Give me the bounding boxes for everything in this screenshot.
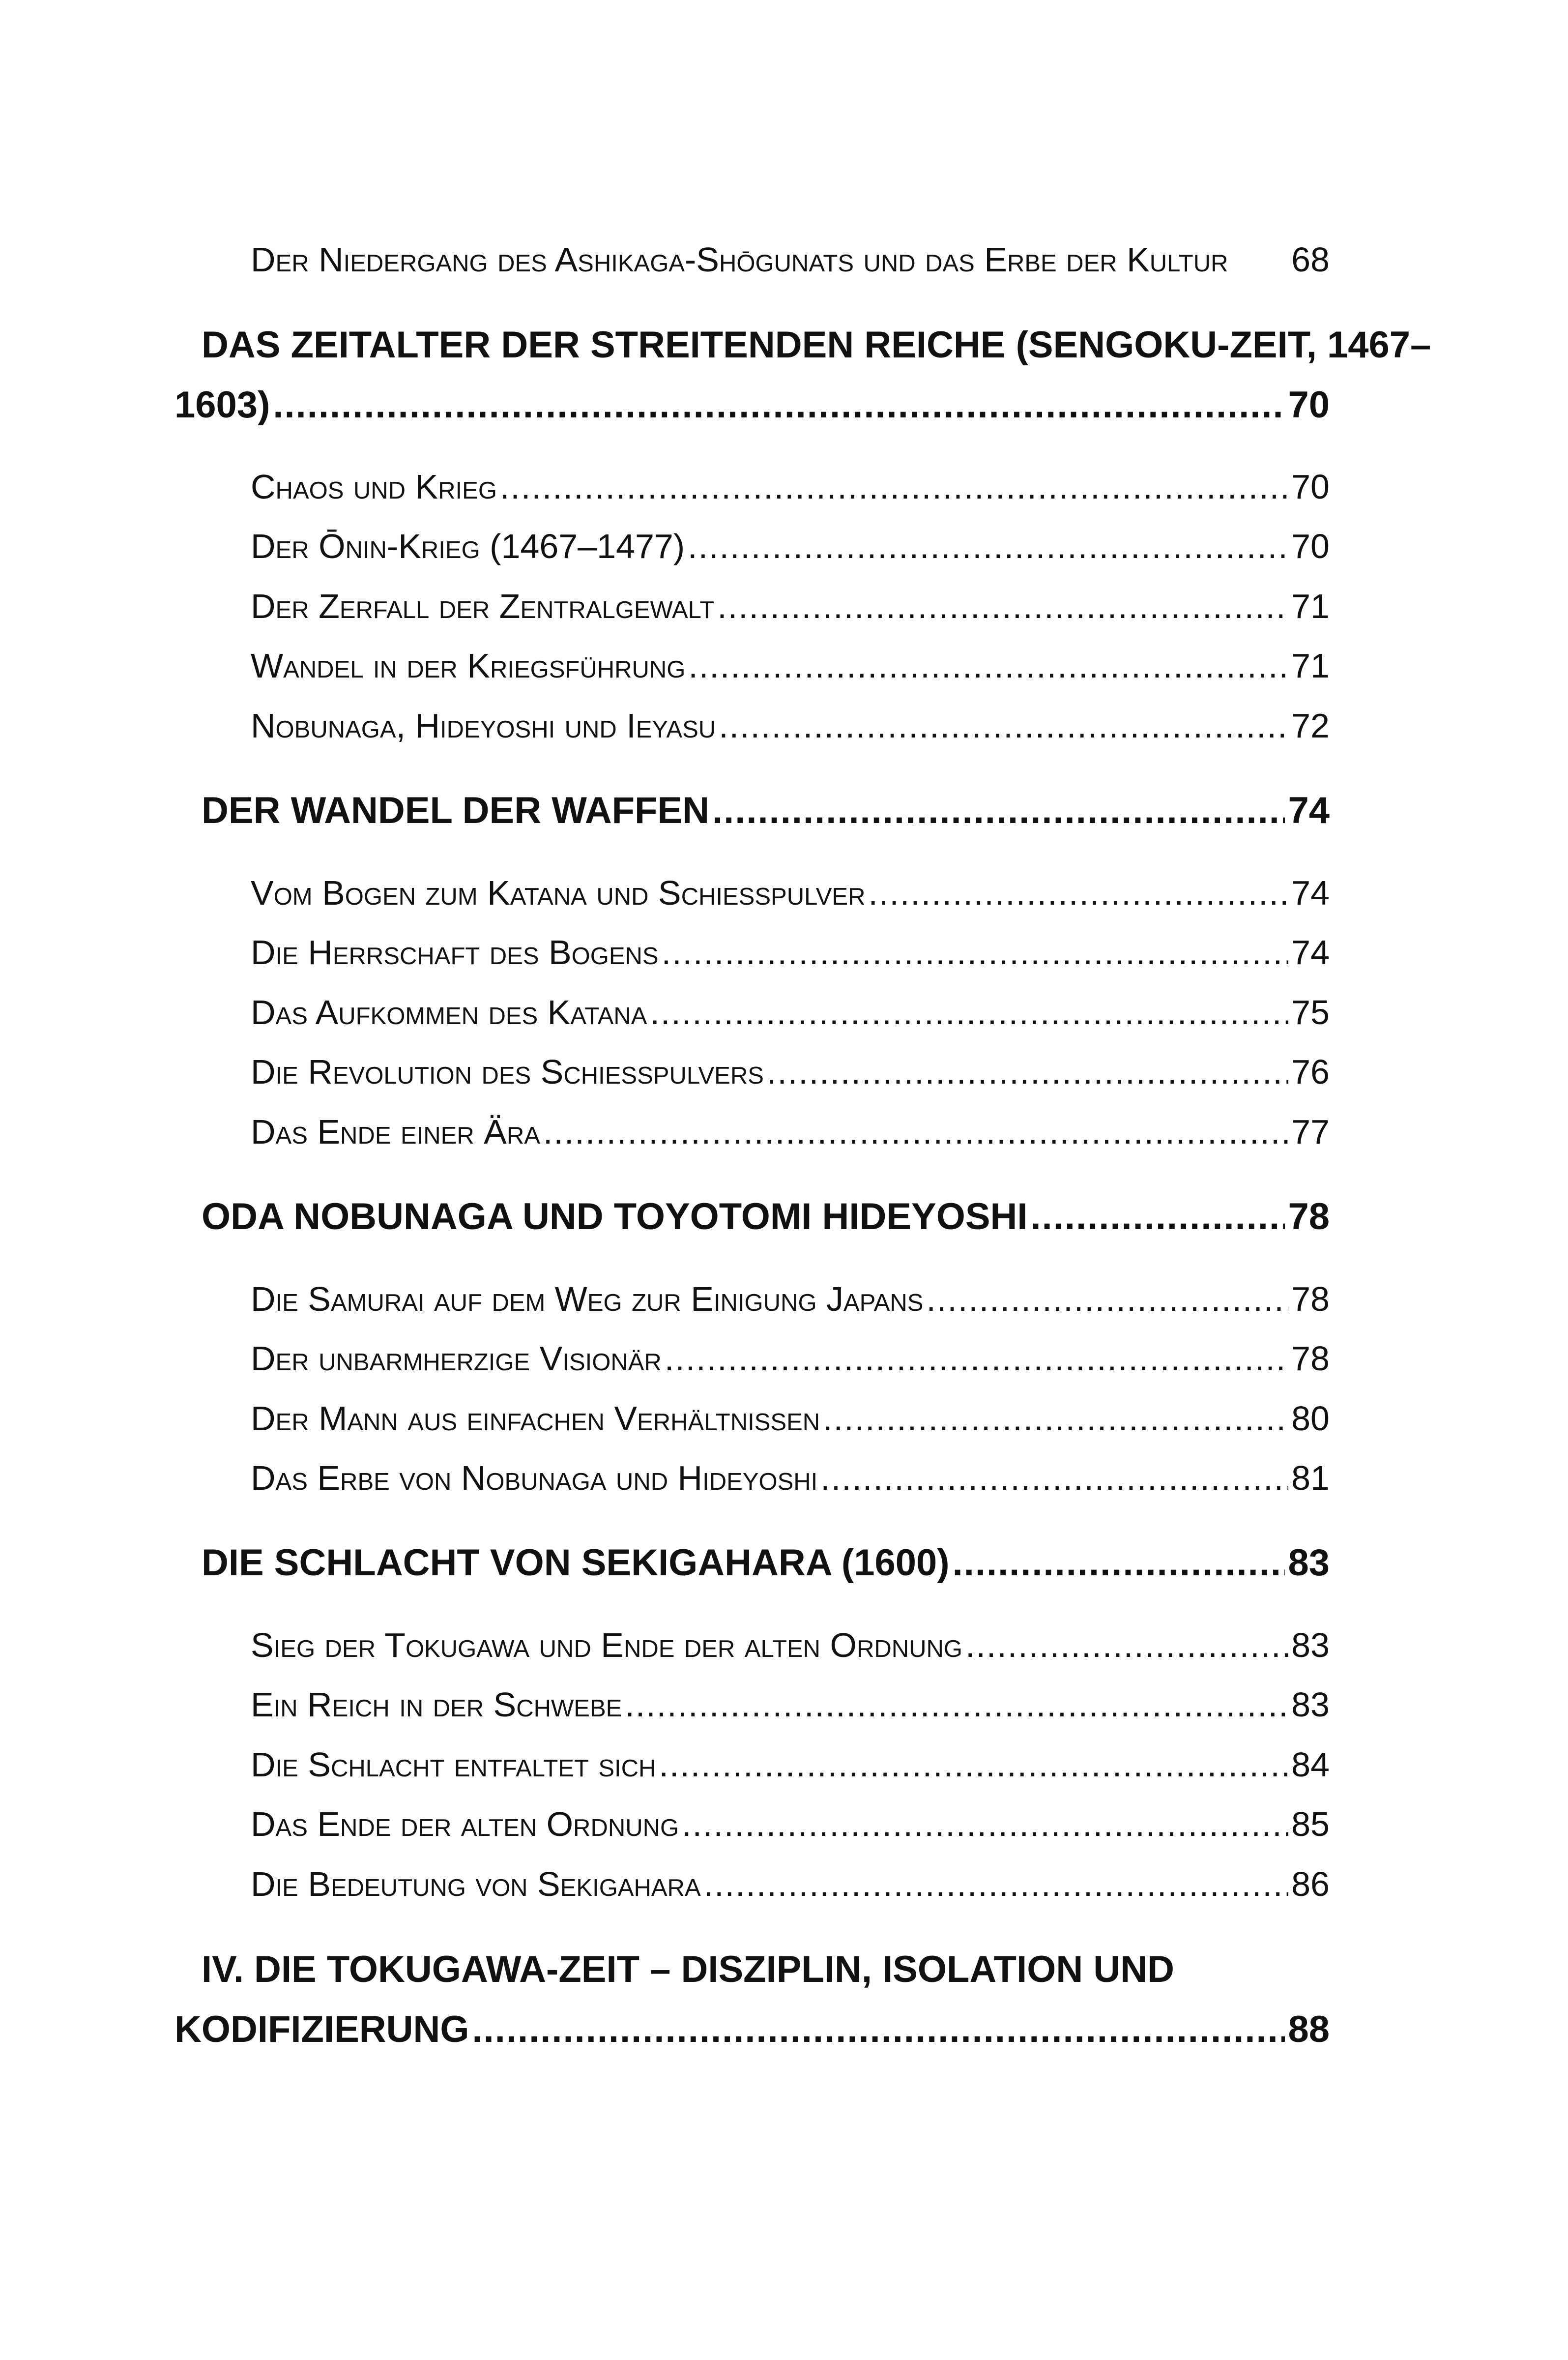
- toc-section-page: 83: [1288, 1542, 1330, 1584]
- toc-entry-title: Der Ōnin-Krieg (1467–1477): [251, 527, 685, 565]
- leader-dots: [500, 467, 1288, 506]
- toc-entry-page: 78: [1291, 1280, 1330, 1318]
- toc-section-page: 74: [1288, 790, 1330, 831]
- toc-entry-title: Die Revolution des Schießpulvers: [251, 1053, 764, 1091]
- toc-entry-page: 83: [1291, 1626, 1330, 1664]
- toc-entry-page: 84: [1291, 1745, 1330, 1784]
- leader-dots: [472, 2008, 1285, 2051]
- toc-section-heading[interactable]: [202, 1195, 1330, 1238]
- toc-entry-title: Vom Bogen zum Katana und Schießpulver: [251, 874, 866, 912]
- toc-entry-page: 72: [1291, 707, 1330, 745]
- toc-entry-title: Das Aufkommen des Katana: [251, 993, 647, 1032]
- toc-part-title-cont: KODIFIZIERUNG: [174, 2008, 469, 2050]
- leader-dots: [688, 527, 1288, 566]
- toc-entry-title: Wandel in der Kriegsführung: [251, 647, 686, 685]
- toc-entry-page: 75: [1291, 993, 1330, 1032]
- toc-entry-title: Der Niedergang des Ashikaga-Shōgunats und das Erbe der Kultur: [251, 240, 1228, 279]
- toc-entry-title: Die Samurai auf dem Weg zur Einigung Japans: [251, 1280, 924, 1318]
- toc-section-heading[interactable]: [202, 1541, 1330, 1584]
- toc-entry[interactable]: [251, 1112, 1330, 1151]
- toc-part-title: IV. DIE TOKUGAWA-ZEIT – DISZIPLIN, ISOLATION UND: [202, 1948, 1174, 1990]
- toc-entry-page: 77: [1291, 1113, 1330, 1151]
- leader-dots: [704, 1864, 1289, 1904]
- leader-dots: [820, 1458, 1288, 1498]
- toc-section-title-cont: 1603): [174, 384, 270, 426]
- toc-entry-title: Das Ende einer Ära: [251, 1113, 540, 1151]
- leader-dots: [719, 706, 1288, 745]
- toc-entry[interactable]: [251, 873, 1330, 913]
- leader-dots: [868, 873, 1288, 913]
- leader-dots: [273, 384, 1285, 426]
- leader-dots: [965, 1625, 1288, 1665]
- toc-entry[interactable]: [251, 1339, 1330, 1378]
- toc-entry[interactable]: [251, 1864, 1330, 1904]
- toc-entry-title: Der Mann aus einfachen Verhältnissen: [251, 1399, 820, 1438]
- toc-entry-title: Der unbarmherzige Visionär: [251, 1339, 662, 1378]
- toc-part-heading-cont[interactable]: [174, 2008, 1330, 2051]
- toc-entry-page: 70: [1291, 527, 1330, 565]
- toc-entry-page: 83: [1291, 1685, 1330, 1724]
- leader-dots: [712, 789, 1285, 832]
- toc-entry-page: 74: [1291, 933, 1330, 972]
- toc-entry-title: Sieg der Tokugawa und Ende der alten Ordnung: [251, 1626, 963, 1664]
- toc-section-page: 78: [1288, 1196, 1330, 1238]
- toc-entry[interactable]: [251, 1625, 1330, 1665]
- toc-entry-page: 68: [1291, 240, 1330, 279]
- toc-section-heading-cont[interactable]: [174, 384, 1330, 426]
- toc-entry-page: 78: [1291, 1339, 1330, 1378]
- toc-entry[interactable]: [251, 527, 1330, 566]
- leader-dots: [650, 993, 1288, 1032]
- toc-section-title: DER WANDEL DER WAFFEN: [202, 790, 710, 831]
- toc-entry-title: Ein Reich in der Schwebe: [251, 1685, 622, 1724]
- leader-dots: [543, 1112, 1288, 1151]
- leader-dots: [665, 1339, 1288, 1378]
- leader-dots: [767, 1052, 1288, 1092]
- toc-entry[interactable]: [251, 1279, 1330, 1319]
- toc-section-title: ODA NOBUNAGA UND TOYOTOMI HIDEYOSHI: [202, 1196, 1028, 1238]
- leader-dots: [659, 1745, 1288, 1784]
- leader-dots: [717, 587, 1288, 626]
- leader-dots: [682, 1804, 1288, 1844]
- toc-entry[interactable]: [251, 1745, 1330, 1784]
- toc-entry[interactable]: [251, 240, 1330, 279]
- toc-entry-page: 80: [1291, 1399, 1330, 1438]
- toc-entry-page: 74: [1291, 874, 1330, 912]
- leader-dots: [662, 933, 1289, 972]
- toc-entry-title: Das Ende der alten Ordnung: [251, 1805, 679, 1843]
- toc-section-title: DIE SCHLACHT VON SEKIGAHARA (1600): [202, 1542, 950, 1584]
- toc-section-title: DAS ZEITALTER DER STREITENDEN REICHE (SENGOKU-ZEIT, 1467–: [202, 324, 1431, 366]
- toc-entry[interactable]: [251, 1052, 1330, 1092]
- toc-entry[interactable]: [251, 1685, 1330, 1724]
- toc-entry[interactable]: [251, 587, 1330, 626]
- toc-entry-title: Chaos und Krieg: [251, 468, 497, 506]
- toc-entry[interactable]: [251, 933, 1330, 972]
- toc-entry[interactable]: [251, 467, 1330, 506]
- toc-entry-title: Das Erbe von Nobunaga und Hideyoshi: [251, 1459, 818, 1497]
- toc-entry-page: 71: [1291, 587, 1330, 625]
- leader-dots: [688, 646, 1288, 685]
- leader-dots: [625, 1685, 1288, 1724]
- leader-dots: [926, 1279, 1288, 1319]
- toc-entry[interactable]: [251, 646, 1330, 685]
- toc-entry-title: Die Herrschaft des Bogens: [251, 933, 659, 972]
- toc-part-heading[interactable]: [202, 1948, 1330, 1991]
- toc-entry-title: Der Zerfall der Zentralgewalt: [251, 587, 715, 625]
- toc-section-page: 70: [1288, 384, 1330, 426]
- toc-entry-page: 81: [1291, 1459, 1330, 1497]
- leader-dots: [953, 1541, 1285, 1584]
- toc-entry[interactable]: [251, 993, 1330, 1032]
- toc-entry[interactable]: [251, 1804, 1330, 1844]
- toc-part-page: 88: [1288, 2008, 1330, 2050]
- toc-entry-page: 70: [1291, 468, 1330, 506]
- toc-entry-page: 76: [1291, 1053, 1330, 1091]
- toc-entry-title: Die Schlacht entfaltet sich: [251, 1745, 656, 1784]
- toc-entry-page: 85: [1291, 1805, 1330, 1843]
- leader-dots: [1031, 1195, 1285, 1238]
- toc-entry-title: Nobunaga, Hideyoshi und Ieyasu: [251, 707, 716, 745]
- toc-entry-title: Die Bedeutung von Sekigahara: [251, 1865, 701, 1903]
- leader-dots: [823, 1399, 1288, 1438]
- toc-entry-page: 86: [1291, 1865, 1330, 1903]
- toc-section-heading[interactable]: [202, 324, 1431, 366]
- toc-entry[interactable]: [251, 706, 1330, 745]
- toc-entry[interactable]: [251, 1458, 1330, 1498]
- toc-entry[interactable]: [251, 1399, 1330, 1438]
- toc-section-heading[interactable]: [202, 789, 1330, 832]
- toc-entry-page: 71: [1291, 647, 1330, 685]
